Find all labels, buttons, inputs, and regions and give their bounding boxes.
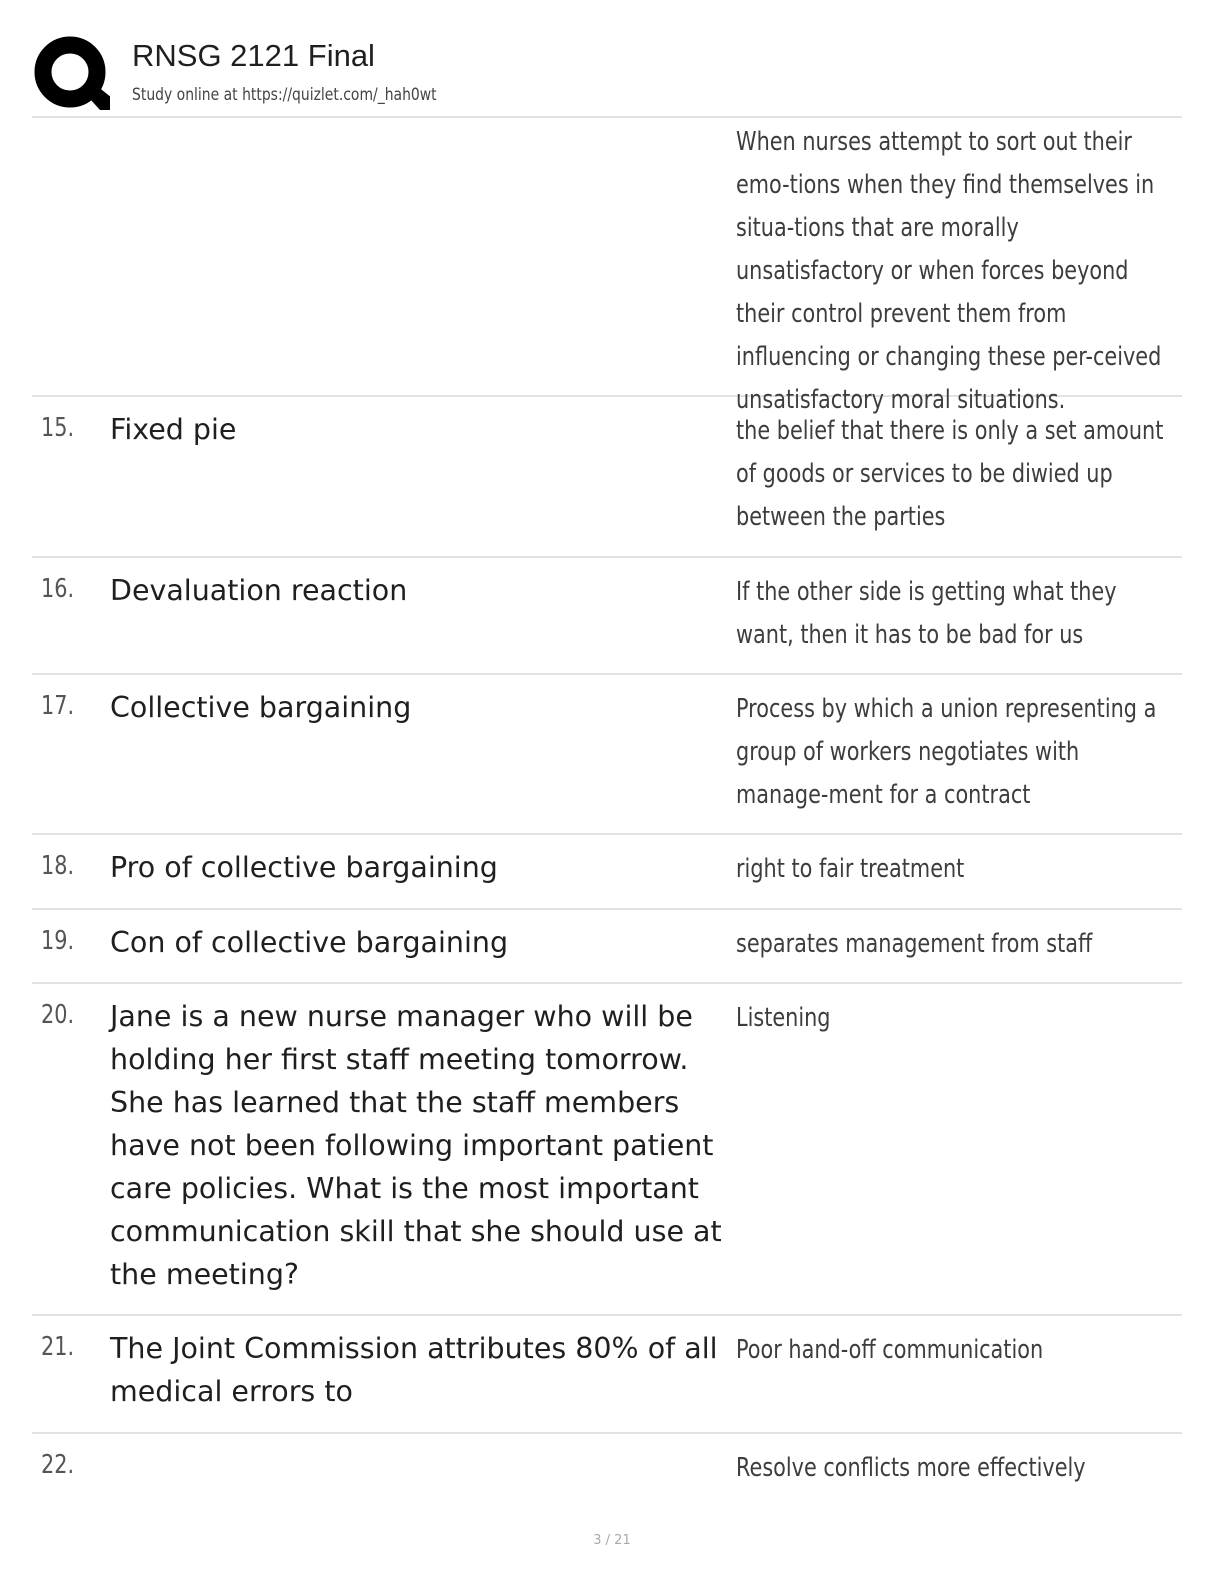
- page-header: [32, 30, 1182, 116]
- row-definition: Listening: [736, 1003, 831, 1033]
- row-term: Collective bargaining: [110, 691, 412, 724]
- flashcard-list: [32, 118, 1182, 1504]
- row-number: 20.: [41, 1000, 75, 1030]
- flashcard-row: [32, 835, 1182, 910]
- row-definition: Poor hand-off communication: [736, 1335, 1044, 1365]
- row-term: Jane is a new nurse manager who will be holding her first staff meeting tomorrow. She has learned that the staff members have not been following important patient care policies. What is the most important communication skill that she should use at the meeting?: [110, 1000, 722, 1291]
- flashcard-row: [32, 675, 1182, 835]
- row-term: Pro of collective bargaining: [110, 851, 498, 884]
- flashcard-row: [32, 1316, 1182, 1434]
- row-number: 17.: [41, 691, 75, 721]
- row-definition: When nurses attempt to sort out their emo-tions when they find themselves in situa-tions that are morally unsatisfactory or when forces beyond their control prevent them from influencing or changing these per-ceived unsatisfactory moral situations.: [736, 127, 1162, 415]
- quizlet-logo-icon: [34, 36, 110, 112]
- flashcard-row: [32, 118, 1182, 415]
- row-term: The Joint Commission attributes 80% of all medical errors to: [110, 1332, 718, 1408]
- row-number: 21.: [41, 1332, 75, 1362]
- flashcard-row: [32, 558, 1182, 675]
- row-definition: Process by which a union representing a group of workers negotiates with manage-ment for a contract: [736, 694, 1157, 810]
- row-definition: separates management from staff: [736, 929, 1093, 959]
- row-number: 22.: [41, 1450, 75, 1480]
- page-title: RNSG 2121 Final: [132, 38, 375, 73]
- page-number: 3 / 21: [593, 1533, 631, 1548]
- row-definition: If the other side is getting what they want, then it has to be bad for us: [736, 577, 1117, 650]
- row-term: Fixed pie: [110, 413, 237, 446]
- row-number: 19.: [41, 926, 75, 956]
- row-term: Con of collective bargaining: [110, 926, 509, 959]
- flashcard-row: [32, 910, 1182, 984]
- row-number: 16.: [41, 574, 75, 604]
- flashcard-row: [32, 984, 1182, 1316]
- row-definition: the belief that there is only a set amount of goods or services to be diwied up between the parties: [736, 416, 1164, 532]
- row-number: 18.: [41, 851, 75, 881]
- study-link[interactable]: Study online at https://quizlet.com/_hah0wt: [132, 85, 437, 105]
- row-number: 15.: [41, 413, 75, 443]
- row-term: Devaluation reaction: [110, 574, 408, 607]
- row-definition: Resolve conflicts more effectively: [736, 1453, 1086, 1483]
- row-definition: right to fair treatment: [736, 854, 965, 884]
- flashcard-row: [32, 1434, 1182, 1504]
- flashcard-row: [32, 397, 1182, 558]
